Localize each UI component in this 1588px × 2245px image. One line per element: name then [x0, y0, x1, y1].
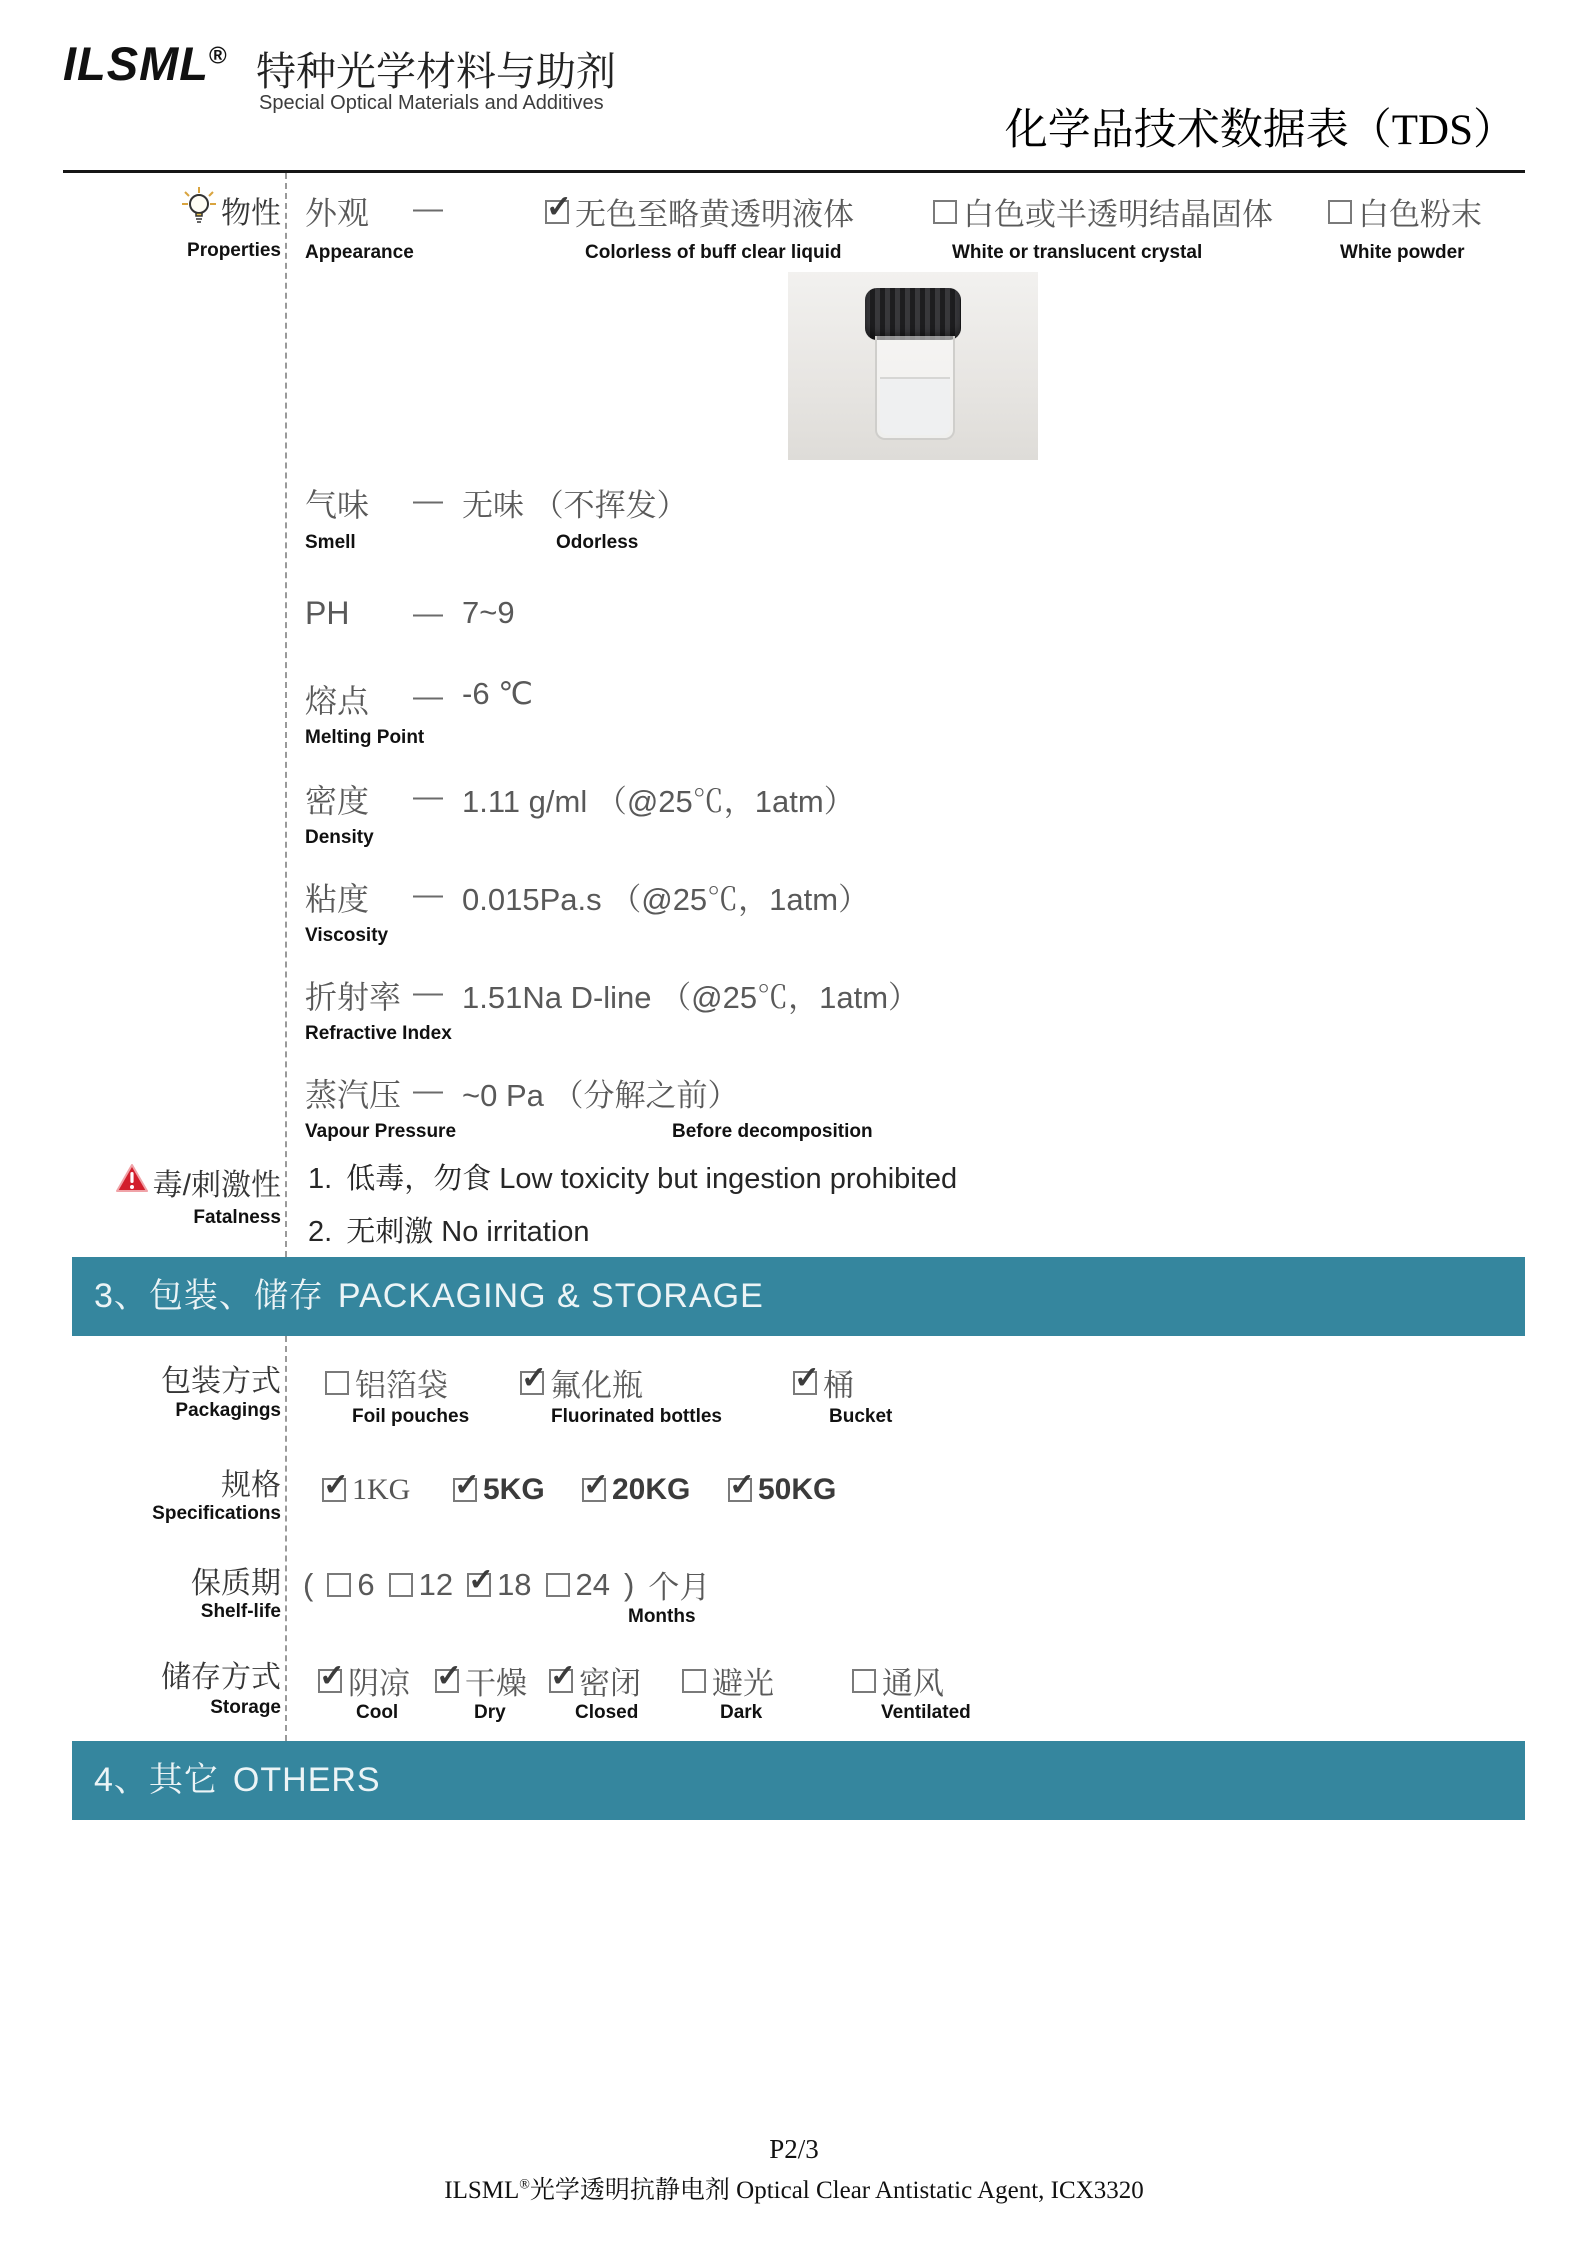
checkbox [520, 1371, 544, 1395]
section3-title-cn: 3、包装、储存 [94, 1277, 324, 1315]
ph-name: PH [305, 595, 350, 631]
shelf-label: 24 [575, 1566, 611, 1602]
checkbox [728, 1478, 752, 1502]
checkbox [933, 200, 957, 224]
spec-label: 20KG [612, 1473, 691, 1506]
shelf-life-side-en: Shelf-life [200, 1601, 281, 1622]
section4-title-cn: 4、其它 [94, 1761, 219, 1799]
checkbox [453, 1478, 477, 1502]
appearance-name-cn: 外观 [305, 195, 370, 231]
storage-option [852, 1658, 944, 1703]
brand-english-name: Special Optical Materials and Additives [259, 92, 604, 114]
shelf-unit-en: Months [628, 1606, 696, 1627]
checkbox [325, 1371, 349, 1395]
vapour-value-en: Before decomposition [672, 1121, 873, 1142]
footer-registered-mark: ® [519, 2177, 530, 2193]
appearance-option-cn: 白色粉末 [1358, 197, 1482, 232]
viscosity-name-cn: 粘度 [305, 881, 370, 917]
packaging-option-cn: 桶 [823, 1368, 854, 1403]
smell-name-en: Smell [305, 532, 356, 553]
density-name-cn: 密度 [305, 783, 370, 819]
refractive-name-cn: 折射率 [305, 979, 402, 1015]
appearance-option-en: White or translucent crystal [952, 242, 1203, 263]
vial-cap [865, 288, 961, 340]
shelf-label: 12 [418, 1566, 454, 1602]
appearance-name-en: Appearance [305, 242, 414, 263]
checkbox [389, 1573, 413, 1597]
storage-option-cn: 阴凉 [348, 1666, 410, 1701]
paren-close: ) [624, 1566, 635, 1602]
fatalness-side-en: Fatalness [193, 1207, 281, 1228]
refractive-name-en: Refractive Index [305, 1023, 452, 1044]
vapour-value: ~0 Pa （分解之前） [462, 1078, 739, 1113]
specifications-side-label [40, 1460, 281, 1504]
spec-option [728, 1473, 836, 1507]
section3-banner [72, 1257, 1525, 1336]
viscosity-name-en: Viscosity [305, 925, 389, 946]
brand-logo [63, 36, 228, 91]
shelf-life-side-cn: 保质期 [191, 1567, 281, 1600]
melting-name-cn: 熔点 [305, 683, 370, 719]
storage-option-en: Closed [575, 1702, 639, 1723]
shelf-life-side-label [40, 1558, 281, 1602]
checkbox [1328, 200, 1352, 224]
packagings-side-label [40, 1356, 281, 1400]
packaging-option-en: Bucket [829, 1406, 893, 1427]
specifications-side-cn: 规格 [221, 1469, 281, 1502]
row-dash: — [413, 192, 443, 225]
ph-value: 7~9 [462, 595, 515, 630]
checkbox [549, 1669, 573, 1693]
brand-chinese-name: 特种光学材料与助剂 [256, 50, 616, 94]
storage-side-label [40, 1652, 281, 1696]
melting-name-en: Melting Point [305, 727, 425, 748]
header-rule [63, 170, 1525, 173]
fatalness-side-label [40, 1160, 281, 1204]
shelf-option [389, 1567, 453, 1603]
packagings-side-en: Packagings [175, 1400, 281, 1421]
properties-side-cn: 物性 [221, 197, 281, 230]
item-number: 2. [308, 1216, 333, 1248]
checkbox [546, 1573, 570, 1597]
footer-product-text: 光学透明抗静电剂 Optical Clear Antistatic Agent, ICX3320 [529, 2177, 1144, 2204]
row-dash: — [413, 976, 443, 1009]
smell-value-en: Odorless [556, 532, 639, 553]
section4-banner [72, 1741, 1525, 1820]
fatalness-side-cn: 毒/刺激性 [152, 1169, 281, 1202]
checkbox [793, 1371, 817, 1395]
packaging-option-cn: 铝箔袋 [355, 1368, 448, 1403]
spec-option [322, 1473, 410, 1507]
spec-option [582, 1473, 690, 1507]
shelf-option [327, 1567, 374, 1603]
item-number: 1. [308, 1163, 333, 1195]
density-value: 1.11 g/ml （@25℃，1atm） [462, 784, 855, 819]
vapour-name-en: Vapour Pressure [305, 1121, 457, 1142]
packaging-option [520, 1360, 643, 1405]
appearance-option-cn: 无色至略黄透明液体 [575, 197, 854, 232]
storage-option-cn: 干燥 [465, 1666, 527, 1701]
warning-icon [115, 1163, 149, 1202]
checkbox [682, 1669, 706, 1693]
storage-side-en: Storage [210, 1697, 281, 1718]
row-dash: — [413, 780, 443, 813]
row-dash: — [413, 680, 443, 713]
packaging-option [325, 1360, 448, 1405]
shelf-label: 18 [497, 1566, 532, 1602]
section3-title-en: PACKAGING & STORAGE [337, 1277, 764, 1315]
checkbox [582, 1478, 606, 1502]
packaging-option-cn: 氟化瓶 [550, 1368, 643, 1403]
registered-mark: ® [208, 42, 228, 70]
fatalness-item [308, 1209, 590, 1250]
storage-option-en: Ventilated [881, 1702, 971, 1723]
storage-option [435, 1658, 527, 1703]
spec-label: 1KG [352, 1473, 411, 1506]
storage-option-cn: 密闭 [579, 1666, 641, 1701]
brand-text: ILSML [63, 37, 209, 90]
shelf-option [467, 1567, 531, 1603]
shelf-life-row [303, 1562, 710, 1607]
checkbox [318, 1669, 342, 1693]
storage-side-cn: 储存方式 [161, 1661, 281, 1694]
packagings-side-cn: 包装方式 [161, 1365, 281, 1398]
smell-name-cn: 气味 [305, 487, 370, 523]
paren-open: ( [303, 1566, 314, 1602]
properties-side-label [40, 186, 281, 234]
document-title: 化学品技术数据表（TDS） [1004, 107, 1516, 154]
packaging-option [793, 1360, 854, 1405]
appearance-option-en: Colorless of buff clear liquid [585, 242, 842, 263]
checkbox [435, 1669, 459, 1693]
fatalness-item [308, 1156, 957, 1197]
vapour-name-cn: 蒸汽压 [305, 1077, 402, 1113]
shelf-option [546, 1567, 610, 1603]
checkbox [322, 1478, 346, 1502]
row-dash: — [413, 878, 443, 911]
spec-label: 5KG [483, 1473, 545, 1506]
lightbulb-icon [181, 186, 217, 234]
checkbox [545, 200, 569, 224]
spec-option [453, 1473, 545, 1507]
storage-option [682, 1658, 774, 1703]
shelf-label: 6 [357, 1566, 375, 1602]
footer-brand: ILSML [444, 2177, 520, 2204]
storage-option-cn: 避光 [712, 1666, 774, 1701]
item-text: 无刺激 No irritation [346, 1216, 590, 1248]
row-dash: — [413, 1074, 443, 1107]
smell-value: 无味 （不挥发） [462, 488, 688, 523]
viscosity-value: 0.015Pa.s （@25℃，1atm） [462, 882, 870, 917]
checkbox [852, 1669, 876, 1693]
density-name-en: Density [305, 827, 374, 848]
storage-option-cn: 通风 [882, 1666, 944, 1701]
melting-value: -6 ℃ [462, 676, 533, 711]
shelf-unit-cn: 个月 [648, 1570, 711, 1605]
storage-option-en: Dry [474, 1702, 506, 1723]
column-divider [285, 173, 287, 1257]
vial-body [875, 336, 955, 440]
section4-title-en: OTHERS [232, 1761, 381, 1799]
footer-product-line [0, 2170, 1588, 2206]
product-sample-photo [788, 272, 1038, 460]
checkbox [327, 1573, 351, 1597]
appearance-option [1328, 189, 1482, 234]
page-number: P2/3 [769, 2134, 819, 2164]
packaging-option-en: Foil pouches [352, 1406, 470, 1427]
properties-side-en: Properties [187, 240, 281, 261]
storage-option [549, 1658, 641, 1703]
storage-option-en: Cool [356, 1702, 399, 1723]
row-dash: — [413, 597, 443, 630]
appearance-option [545, 189, 854, 234]
appearance-option-en: White powder [1340, 242, 1465, 263]
refractive-value: 1.51Na D-line （@25℃，1atm） [462, 980, 920, 1015]
appearance-option-cn: 白色或半透明结晶固体 [963, 197, 1273, 232]
packaging-option-en: Fluorinated bottles [551, 1406, 722, 1427]
storage-option-en: Dark [720, 1702, 763, 1723]
row-dash: — [413, 484, 443, 517]
appearance-option [933, 189, 1273, 234]
item-text: 低毒，勿食 Low toxicity but ingestion prohibited [346, 1163, 958, 1195]
spec-label: 50KG [758, 1473, 837, 1506]
checkbox [467, 1573, 491, 1597]
specifications-side-en: Specifications [152, 1503, 281, 1524]
storage-option [318, 1658, 410, 1703]
vial-liquid [880, 377, 950, 435]
column-divider [285, 1336, 287, 1741]
